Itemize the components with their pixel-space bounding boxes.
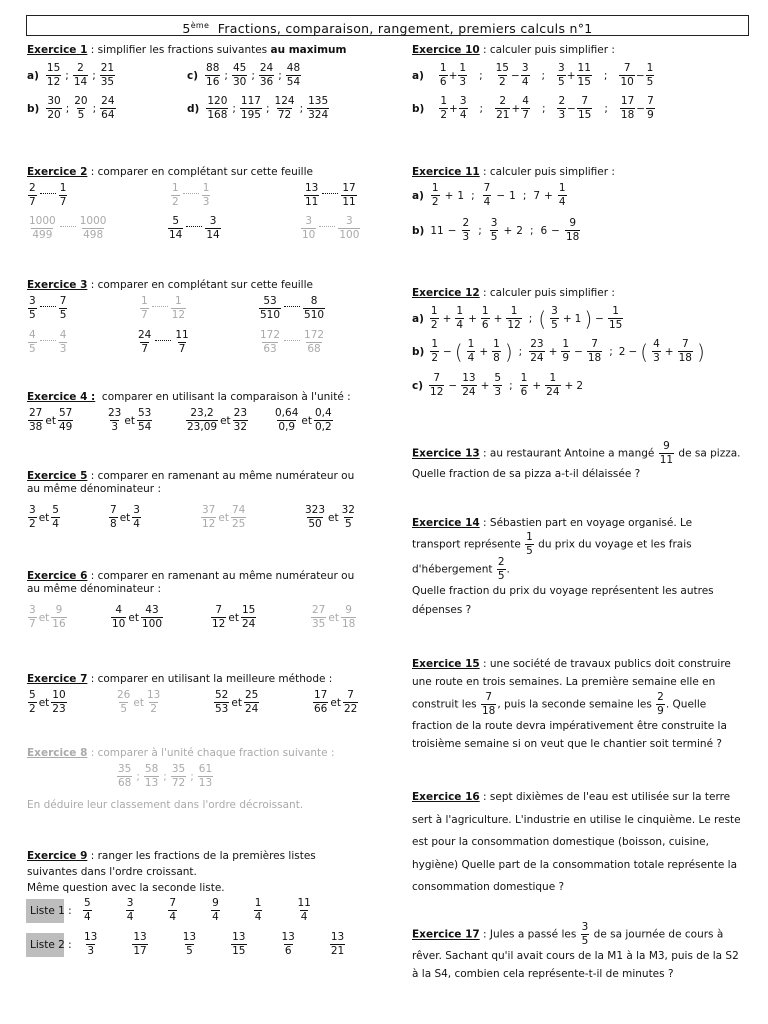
fraction: 52 53 xyxy=(215,689,229,716)
ex1-row-d: d) $\frac{120}{168}$ ; $\frac{117}{195}$ ; $\frac{124}{72}$ ; $\frac{135}{324}$ xyxy=(187,95,329,122)
fraction: $\frac{21}{35}$ xyxy=(100,62,115,89)
exercise-8-heading: Exercice 8 : comparer à l'unité chaque fraction suivante : xyxy=(27,747,335,759)
comparison-blank xyxy=(40,306,56,307)
ex1-row-c: c) $\frac{88}{16}$ ; $\frac{45}{30}$ ; $\frac{24}{36}$ ; $\frac{48}{54}$ xyxy=(187,62,301,89)
fraction: $\frac{120}{168}$ xyxy=(207,95,228,122)
fraction: 7 5 xyxy=(59,295,67,322)
fraction: 1 6 xyxy=(439,62,447,89)
ex9-list-2: Liste 2 : 13 3 13 17 13 5 13 15 13 6 13 21 xyxy=(26,932,346,957)
fraction: 15 24 xyxy=(241,604,256,631)
exercise-3-heading: Exercice 3 : comparer en complétant sur cette feuille xyxy=(27,279,313,291)
fraction: 11 7 xyxy=(175,329,189,356)
exercise-6-heading: Exercice 6 : comparer en ramenant au même numérateur ou au même dénominateur : xyxy=(27,570,355,595)
ex2-item xyxy=(27,216,108,241)
exercise-2-heading: Exercice 2 : comparer en complétant sur cette feuille xyxy=(27,166,313,178)
fraction: 3 7 xyxy=(29,604,36,631)
fraction: 13 2 xyxy=(146,689,161,716)
fraction: 27 38 xyxy=(29,407,43,434)
fraction: 3 100 xyxy=(339,215,360,242)
fraction: 1 2 xyxy=(431,182,439,209)
fraction: $\frac{7}{9}$ xyxy=(647,95,654,122)
fraction: 5 4 xyxy=(84,897,91,924)
exercise-17: Exercice 17 : Jules a passé les $\frac{3}{5}$ de sa journée de cours à rêver. Sachant qu'il avait cours de la M1 à la M3, puis de la S2 à la S4, combien cela représente-t-il de minutes ? xyxy=(412,921,739,981)
exercise-12-heading: Exercice 12 : calculer puis simplifier : xyxy=(412,287,615,299)
fraction: 74 25 xyxy=(231,504,246,531)
fraction: $\frac{2}{5}$ xyxy=(497,556,505,583)
fraction: 3 5 xyxy=(551,305,558,332)
exercise-13: Exercice 13 : au restaurant Antoine a mangé $\frac{9}{11}$ de sa pizza. Quelle fraction de sa pizza a-t-il délaissée ? xyxy=(412,440,741,481)
ex7-item: 5 2 et 10 23 xyxy=(29,689,66,716)
fraction: $\frac{15}{12}$ xyxy=(46,62,61,89)
ex1-row-b: b) $\frac{30}{20}$ ; $\frac{20}{5}$ ; $\frac{24}{64}$ xyxy=(27,95,115,122)
ex12-row-c: c) 7 12 − $\frac{13}{24}$ + $\frac{5}{3}$ ; 1 6 + $\frac{1}{24}$ + 2 xyxy=(412,372,584,399)
fraction: $\frac{1}{24}$ xyxy=(546,372,560,399)
fraction: 27 35 xyxy=(312,604,326,631)
exercise-14: Exercice 14 : Sébastien part en voyage organisé. Le transport représente $\frac{1}{5}$ du prix du voyage et les frais d'hébergement $\frac{2}{5}$ . Quelle fraction du prix du voyage représentent les autres dépenses ? xyxy=(412,517,714,616)
fraction: $\frac{35}{72}$ xyxy=(171,763,186,790)
ex9-list-1: Liste 1 : 5 4 3 4 7 4 9 4 1 4 11 4 xyxy=(26,898,313,923)
ex3-item xyxy=(136,330,191,355)
comparison-blank xyxy=(40,193,56,194)
exercise-11-heading: Exercice 11 : calculer puis simplifier : xyxy=(412,166,615,178)
fraction: $\frac{2}{14}$ xyxy=(73,62,88,89)
fraction: $\frac{7}{18}$ xyxy=(587,338,602,365)
fraction: $\frac{2}{9}$ xyxy=(657,690,664,717)
fraction: 3 14 xyxy=(206,215,220,242)
fraction: 8 510 xyxy=(304,295,325,322)
fraction: 7 8 xyxy=(110,504,117,531)
fraction: $\frac{7}{18}$ xyxy=(678,338,692,365)
fraction: 2 3 xyxy=(558,95,566,122)
fraction: $\frac{1}{6}$ xyxy=(481,305,489,332)
fraction: 5 4 xyxy=(52,504,59,531)
fraction: 13 15 xyxy=(232,931,246,958)
comparison-blank xyxy=(186,226,202,227)
ex5-item: 7 8 et 3 4 xyxy=(110,504,140,531)
ex5-item: 323 50 et 32 5 xyxy=(305,504,355,531)
fraction: 43 100 xyxy=(141,604,162,631)
fraction: 13 3 xyxy=(84,931,98,958)
comparison-blank xyxy=(319,226,335,227)
fraction: 1 4 xyxy=(467,338,475,365)
ex4-item: 0,64 0,9 et 0,4 0,2 xyxy=(275,407,332,434)
fraction: $\frac{135}{324}$ xyxy=(308,95,329,122)
fraction: 9 18 xyxy=(341,604,356,631)
fraction: $\frac{7}{18}$ xyxy=(481,690,496,717)
fraction: $\frac{11}{15}$ xyxy=(577,62,591,89)
fraction: 172 68 xyxy=(304,329,325,356)
fraction: 3 5 xyxy=(29,295,36,322)
fraction: $\frac{1}{9}$ xyxy=(562,338,570,365)
fraction: 32 5 xyxy=(341,504,355,531)
fraction: 1000 499 xyxy=(29,215,56,242)
comparison-blank xyxy=(40,340,56,341)
exercise-10-heading: Exercice 10 : calculer puis simplifier : xyxy=(412,44,615,56)
ex3-item xyxy=(27,330,68,355)
exercise-7-heading: Exercice 7 : comparer en utilisant la meilleure méthode : xyxy=(27,673,333,685)
ex7-item: 17 66 et 7 22 xyxy=(314,689,358,716)
fraction: $\frac{3}{4}$ xyxy=(521,62,529,89)
fraction: $\frac{9}{11}$ xyxy=(659,440,674,467)
ex2-item xyxy=(27,183,68,208)
ex10-row-b: b) 1 2 + $\frac{3}{4}$ ; 2 21 + $\frac{4}{7}$ ; 2 3 − $\frac{7}{15}$ ; 17 18 − $\frac{7}{9}$ xyxy=(412,95,654,122)
fraction: $\frac{20}{5}$ xyxy=(74,95,88,122)
fraction: 1 7 xyxy=(59,182,67,209)
comparison-blank xyxy=(152,306,168,307)
exercise-15: Exercice 15 : une société de travaux publics doit construire une route en trois semaines. La première semaine elle en construit les $\frac{7}{18}$ , puis la seconde semaine les $\frac{2}{9}$ . Quelle fraction de la route devra impérativement être construite la troisième semaine si on veut que le chantier soit terminé ? xyxy=(412,658,731,751)
ex11-row-a: a) 1 2 + 1 ; 7 4 − 1 ; 7 + $\frac{1}{4}$ xyxy=(412,182,566,209)
fraction: $\frac{24}{36}$ xyxy=(259,62,274,89)
fraction: 4 5 xyxy=(29,329,36,356)
fraction: 7 22 xyxy=(343,689,358,716)
fraction: $\frac{1}{12}$ xyxy=(507,305,521,332)
fraction: $\frac{13}{24}$ xyxy=(462,372,476,399)
fraction: 0,4 0,2 xyxy=(314,407,332,434)
comparison-blank xyxy=(155,340,171,341)
fraction: $\frac{5}{3}$ xyxy=(494,372,502,399)
fraction: 3 5 xyxy=(490,217,498,244)
fraction: 5 14 xyxy=(169,215,183,242)
fraction: 23 3 xyxy=(108,407,122,434)
fraction: 13 11 xyxy=(305,182,319,209)
fraction: 1 2 xyxy=(172,182,179,209)
fraction: 15 2 xyxy=(495,62,509,89)
fraction: 3 10 xyxy=(302,215,316,242)
exercise-8-text: En déduire leur classement dans l'ordre décroissant. xyxy=(27,799,304,811)
ex6-item: 3 7 et 9 16 xyxy=(29,604,66,631)
ex2-item xyxy=(300,216,361,241)
ex3-item xyxy=(258,296,326,321)
ex12-row-a: a) 1 2 + $\frac{1}{4}$ + $\frac{1}{6}$ + $\frac{1}{12}$ ; ( 3 5 + 1 ) − $\frac{1}{15}$ xyxy=(412,305,623,332)
fraction: 23,2 23,09 xyxy=(187,407,218,434)
ex2-item xyxy=(167,216,222,241)
fraction: 37 12 xyxy=(202,504,216,531)
ex1-row-a: a) $\frac{15}{12}$ ; $\frac{2}{14}$ ; $\frac{21}{35}$ xyxy=(27,62,115,89)
fraction: $\frac{9}{18}$ xyxy=(565,217,580,244)
fraction: 1 2 xyxy=(430,305,438,332)
fraction: 10 23 xyxy=(52,689,66,716)
comparison-blank xyxy=(183,193,199,194)
fraction: $\frac{124}{72}$ xyxy=(274,95,295,122)
fraction: 2 7 xyxy=(29,182,36,209)
fraction: 4 3 xyxy=(59,329,67,356)
fraction: $\frac{61}{13}$ xyxy=(198,763,213,790)
ex12-row-b: b) 1 2 − ( 1 4 + $\frac{1}{8}$ ) ; 23 24 + $\frac{1}{9}$ − $\frac{7}{18}$ ; 2 − ( 4 3 + $\frac{7}{18}$ ) xyxy=(412,338,705,365)
fraction: 23 24 xyxy=(530,338,544,365)
ex11-row-b: b) 11 − $\frac{2}{3}$ ; 3 5 + 2 ; 6 − $\frac{9}{18}$ xyxy=(412,217,580,244)
fraction: 26 5 xyxy=(117,689,131,716)
fraction: 1 4 xyxy=(254,897,262,924)
fraction: $\frac{1}{5}$ xyxy=(526,531,533,558)
ex6-item: 7 12 et 15 24 xyxy=(212,604,256,631)
ex10-row-a: a) 1 6 + $\frac{1}{3}$ ; 15 2 − $\frac{3}{4}$ ; 3 5 + $\frac{11}{15}$ ; 7 10 − $\frac{1}{5}$ xyxy=(412,62,654,89)
fraction: $\frac{30}{20}$ xyxy=(47,95,61,122)
ex5-item: 3 2 et 5 4 xyxy=(29,504,59,531)
exercise-4-heading: Exercice 4 : comparer en utilisant la comparaison à l'unité : xyxy=(27,391,351,403)
fraction: 172 63 xyxy=(260,329,281,356)
fraction: $\frac{45}{30}$ xyxy=(232,62,247,89)
exercise-1-heading: Exercice 1 : simplifier les fractions suivantes au maximum xyxy=(27,44,347,56)
exercise-16: Exercice 16 : sept dixièmes de l'eau est utilisée sur la terre sert à l'agriculture. L'industrie en utilise le cinquième. Le reste est pour la consommation domestique (boisson, cuisine, hygiène) Quelle part de la consommation totale représente la consommation domestique ? xyxy=(412,791,741,894)
fraction: $\frac{2}{3}$ xyxy=(462,217,470,244)
exercise-9-heading: Exercice 9 : ranger les fractions de la premières listes suivantes dans l'ordre croissant. Même question avec la seconde liste. xyxy=(27,850,316,894)
ex6-item: 27 35 et 9 18 xyxy=(312,604,356,631)
fraction: 24 7 xyxy=(138,329,152,356)
fraction: 7 12 xyxy=(430,372,444,399)
fraction: 17 66 xyxy=(314,689,328,716)
fraction: $\frac{48}{54}$ xyxy=(286,62,301,89)
fraction: 57 49 xyxy=(58,407,73,434)
fraction: 1000 498 xyxy=(79,215,107,242)
fraction: 17 18 xyxy=(620,95,635,122)
fraction: 1 7 xyxy=(141,295,148,322)
fraction: 13 6 xyxy=(281,931,295,958)
fraction: $\frac{117}{195}$ xyxy=(240,95,261,122)
ex4-item: 27 38 et 57 49 xyxy=(29,407,73,434)
fraction: 0,64 0,9 xyxy=(275,407,299,434)
fraction: $\frac{1}{15}$ xyxy=(608,305,623,332)
ex7-item: 26 5 et 13 2 xyxy=(117,689,161,716)
fraction: $\frac{7}{15}$ xyxy=(577,95,592,122)
fraction: 3 4 xyxy=(133,504,140,531)
fraction: 4 3 xyxy=(653,338,660,365)
fraction: $\frac{1}{4}$ xyxy=(456,305,464,332)
fraction: 3 4 xyxy=(126,897,134,924)
fraction: 9 16 xyxy=(52,604,66,631)
fraction: 7 4 xyxy=(483,182,491,209)
page-title: 5ème Fractions, comparaison, rangement, premiers calculs n°1 xyxy=(26,15,749,36)
fraction: 323 50 xyxy=(305,504,326,531)
fraction: 23 32 xyxy=(233,407,248,434)
fraction: $\frac{4}{7}$ xyxy=(522,95,529,122)
fraction: 3 2 xyxy=(29,504,36,531)
comparison-blank xyxy=(284,306,300,307)
fraction: $\frac{1}{5}$ xyxy=(646,62,654,89)
ex6-item: 4 10 et 43 100 xyxy=(112,604,162,631)
comparison-blank xyxy=(284,340,300,341)
fraction: 3 5 xyxy=(558,62,565,89)
fraction: $\frac{1}{8}$ xyxy=(493,338,500,365)
fraction: 7 4 xyxy=(169,897,177,924)
fraction: 1 2 xyxy=(431,338,439,365)
comparison-blank xyxy=(322,193,338,194)
ex3-item xyxy=(258,330,326,355)
fraction: $\frac{3}{4}$ xyxy=(459,95,467,122)
fraction: 13 17 xyxy=(133,931,147,958)
ex3-item xyxy=(27,296,68,321)
ex4-item: 23 3 et 53 54 xyxy=(108,407,152,434)
exercise-5-heading: Exercice 5 : comparer en ramenant au même numérateur ou au même dénominateur : xyxy=(27,470,355,495)
fraction: 5 2 xyxy=(29,689,36,716)
fraction: 25 24 xyxy=(244,689,259,716)
fraction: 7 12 xyxy=(212,604,226,631)
fraction: 4 10 xyxy=(112,604,126,631)
fraction: 17 11 xyxy=(342,182,356,209)
fraction: $\frac{1}{3}$ xyxy=(459,62,467,89)
fraction: 1 3 xyxy=(202,182,210,209)
fraction: 1 2 xyxy=(440,95,448,122)
fraction: 13 21 xyxy=(330,931,345,958)
fraction: $\frac{3}{5}$ xyxy=(581,921,589,948)
ex8-list: $\frac{35}{68}$ ; $\frac{58}{13}$ ; $\frac{35}{72}$ ; $\frac{61}{13}$ xyxy=(118,763,213,790)
ex3-item xyxy=(139,296,187,321)
ex2-item xyxy=(303,183,358,208)
fraction: 9 4 xyxy=(212,897,219,924)
fraction: 2 21 xyxy=(496,95,510,122)
fraction: 53 54 xyxy=(137,407,152,434)
fraction: 13 5 xyxy=(182,931,197,958)
comparison-blank xyxy=(60,226,76,227)
fraction: 1 6 xyxy=(520,372,528,399)
fraction: 7 10 xyxy=(620,62,634,89)
fraction: $\frac{24}{64}$ xyxy=(101,95,115,122)
ex4-item: 23,2 23,09 et 23 32 xyxy=(187,407,248,434)
fraction: $\frac{35}{68}$ xyxy=(118,763,132,790)
ex5-item: 37 12 et 74 25 xyxy=(202,504,246,531)
fraction: 53 510 xyxy=(260,295,281,322)
fraction: $\frac{88}{16}$ xyxy=(206,62,220,89)
fraction: 1 12 xyxy=(171,295,186,322)
fraction: 11 4 xyxy=(297,897,311,924)
ex7-item: 52 53 et 25 24 xyxy=(215,689,259,716)
ex2-item xyxy=(170,183,211,208)
fraction: $\frac{58}{13}$ xyxy=(144,763,159,790)
fraction: $\frac{1}{4}$ xyxy=(558,182,566,209)
